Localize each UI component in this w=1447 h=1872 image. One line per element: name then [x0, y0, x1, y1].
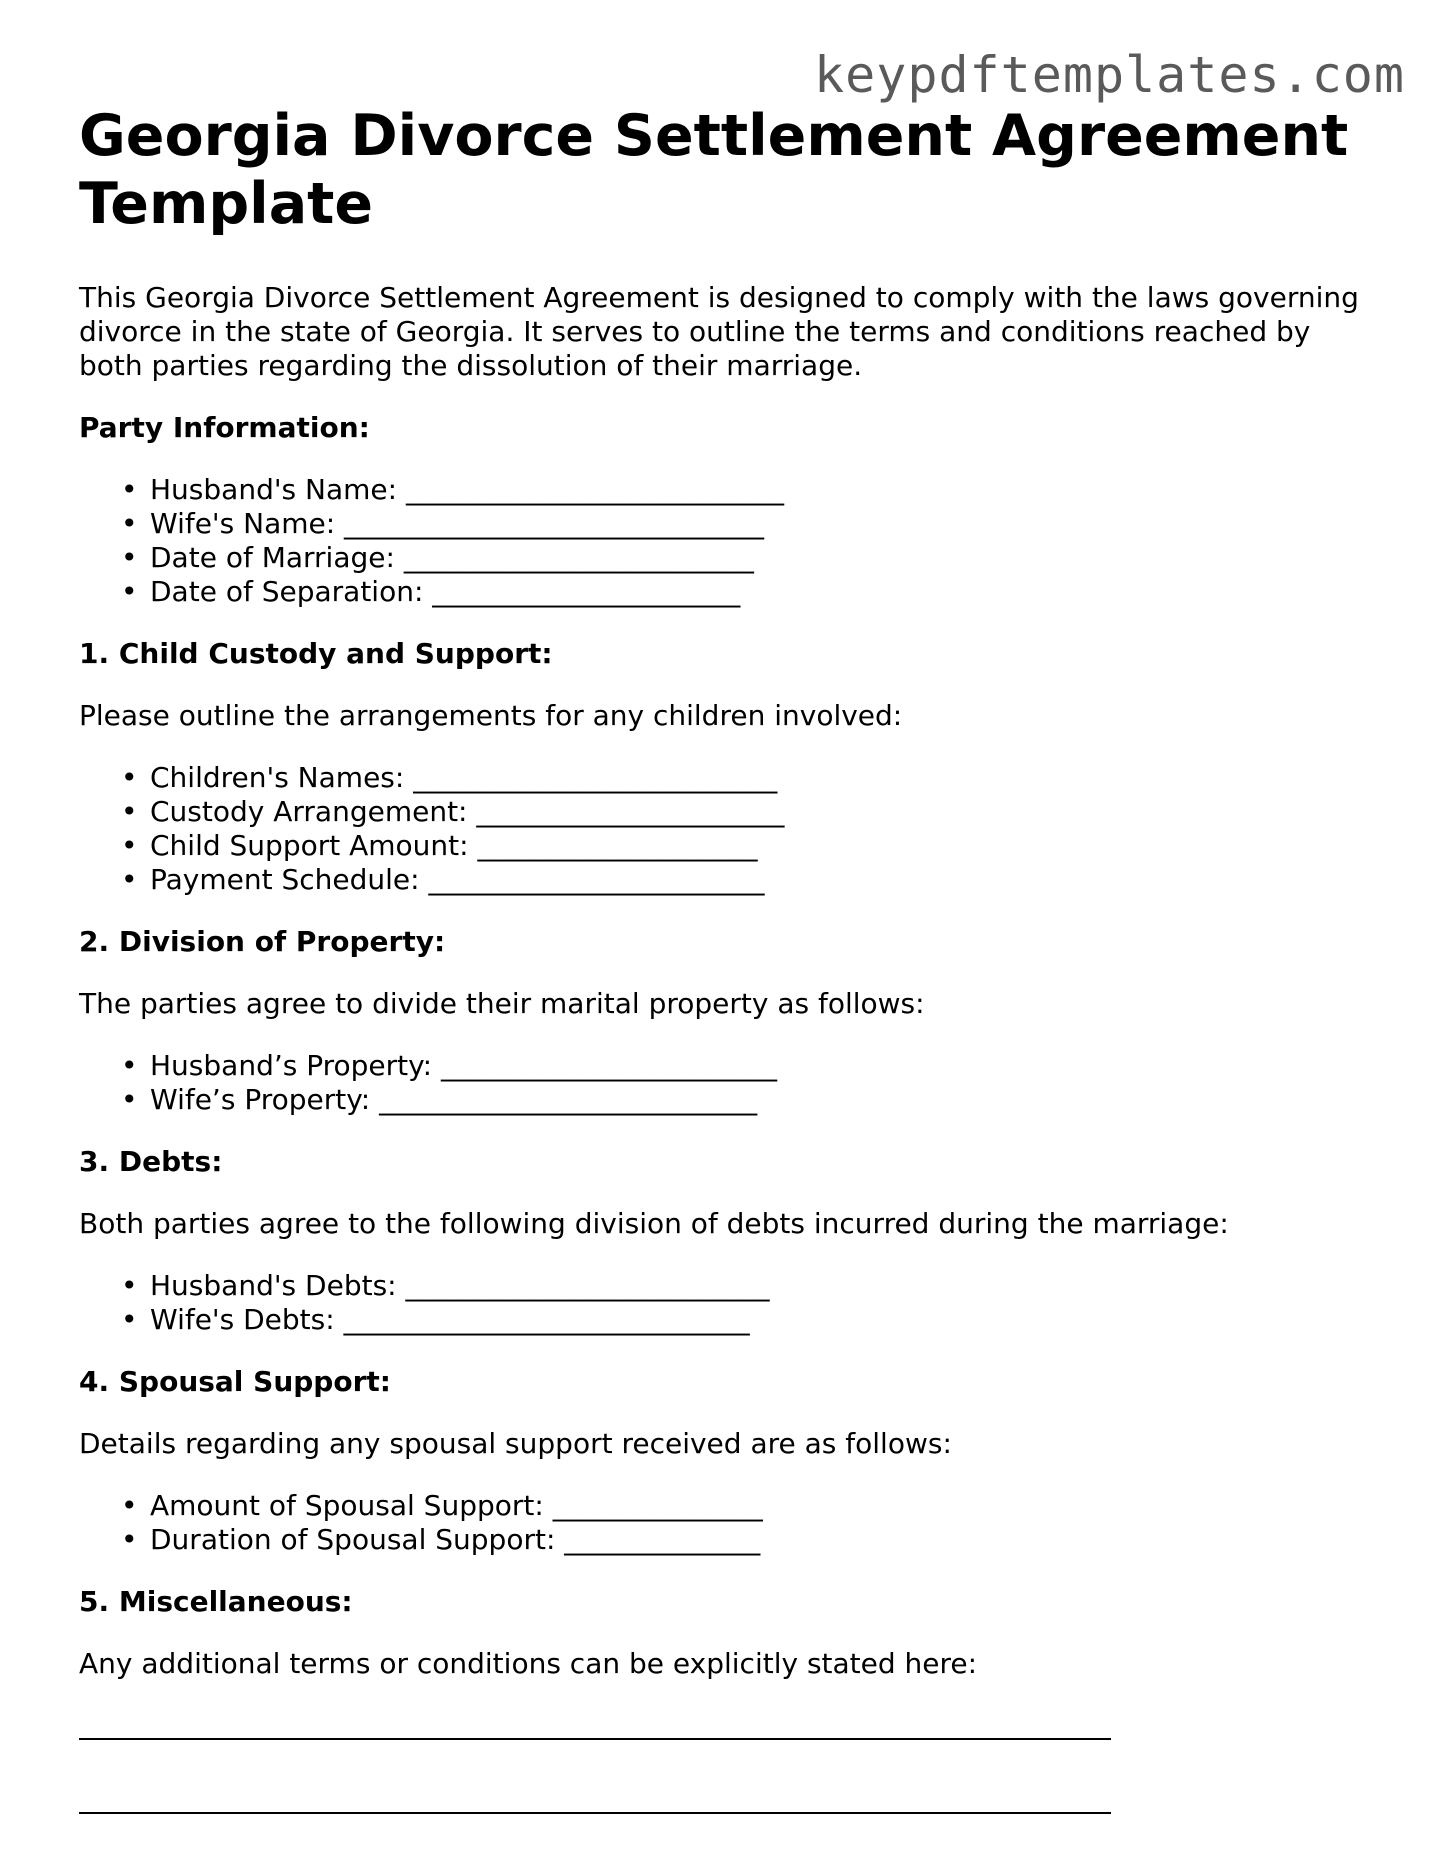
miscellaneous-lead: Any additional terms or conditions can be explicitly stated here:: [79, 1647, 978, 1680]
husband-debts-field[interactable]: • Husband's Debts: __________________________: [150, 1269, 1369, 1303]
spousal-support-amount-field[interactable]: • Amount of Spousal Support: _______________: [150, 1489, 1369, 1523]
property-heading: 2. Division of Property:: [79, 925, 446, 958]
husband-property-field[interactable]: • Husband’s Property: ________________________: [150, 1049, 1369, 1083]
custody-arrangement-field[interactable]: • Custody Arrangement: ______________________: [150, 795, 1369, 829]
party-info-heading: Party Information:: [79, 411, 370, 444]
date-of-separation-field[interactable]: • Date of Separation: ______________________: [150, 575, 1369, 609]
debts-lead: Both parties agree to the following division of debts incurred during the marriage:: [79, 1207, 1229, 1240]
child-custody-list: [79, 761, 1369, 897]
wife-property-field[interactable]: • Wife’s Property: ___________________________: [150, 1083, 1369, 1117]
property-list: [79, 1049, 1369, 1117]
children-names-field[interactable]: • Children's Names: __________________________: [150, 761, 1369, 795]
property-lead: The parties agree to divide their marital property as follows:: [79, 987, 925, 1020]
date-of-marriage-field[interactable]: • Date of Marriage: _________________________: [150, 541, 1369, 575]
spousal-support-list: [79, 1489, 1369, 1557]
payment-schedule-field[interactable]: • Payment Schedule: ________________________: [150, 863, 1369, 897]
additional-terms-line-2[interactable]: [79, 1782, 1111, 1814]
child-custody-lead: Please outline the arrangements for any children involved:: [79, 699, 903, 732]
wife-debts-field[interactable]: • Wife's Debts: _____________________________: [150, 1303, 1369, 1337]
document-title: Georgia Divorce Settlement Agreement Template: [79, 103, 1349, 237]
party-info-list: [79, 473, 1369, 609]
additional-terms-line-1[interactable]: [79, 1708, 1111, 1740]
debts-heading: 3. Debts:: [79, 1145, 223, 1178]
husband-name-field[interactable]: • Husband's Name: ___________________________: [150, 473, 1369, 507]
watermark: keypdftemplates.com: [814, 46, 1405, 104]
wife-name-field[interactable]: • Wife's Name: ______________________________: [150, 507, 1369, 541]
child-support-amount-field[interactable]: • Child Support Amount: ____________________: [150, 829, 1369, 863]
miscellaneous-heading: 5. Miscellaneous:: [79, 1585, 353, 1618]
child-custody-heading: 1. Child Custody and Support:: [79, 637, 553, 670]
spousal-support-duration-field[interactable]: • Duration of Spousal Support: ______________: [150, 1523, 1369, 1557]
intro-paragraph: This Georgia Divorce Settlement Agreement is designed to comply with the laws governing divorce in the state of Georgia. It serves to outline the terms and conditions reached by both parties regarding the dissolution of their marriage.: [79, 281, 1359, 382]
debts-list: [79, 1269, 1369, 1337]
spousal-support-heading: 4. Spousal Support:: [79, 1365, 391, 1398]
spousal-support-lead: Details regarding any spousal support received are as follows:: [79, 1427, 952, 1460]
document-page: [79, 102, 1369, 1814]
